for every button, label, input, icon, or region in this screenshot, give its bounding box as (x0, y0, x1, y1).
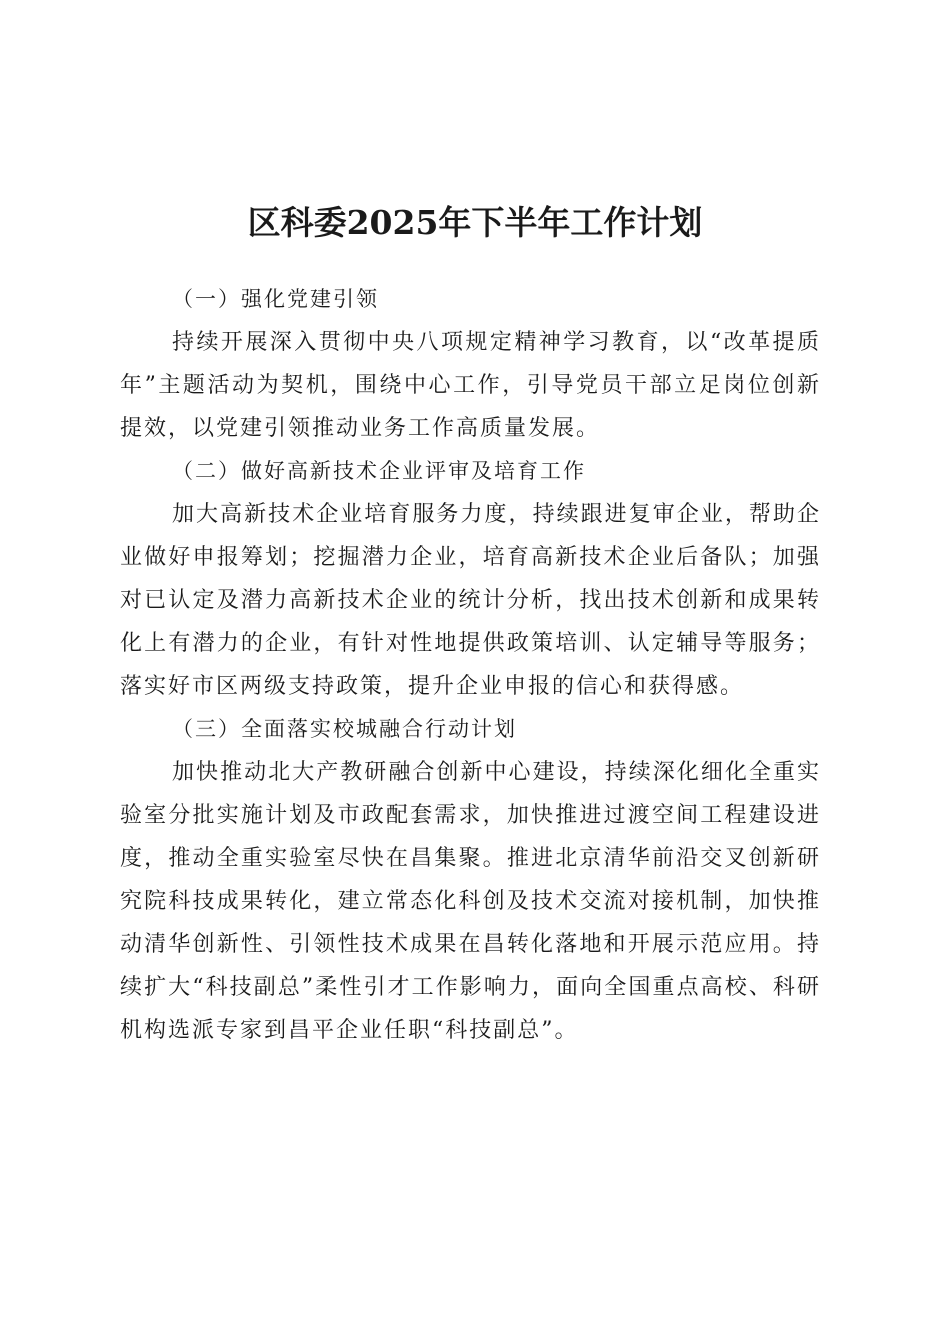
document-title: 区科委2025年下半年工作计划 (247, 203, 703, 243)
section-high-tech-enterprises (120, 450, 821, 708)
section-heading: （一）强化党建引领 (172, 287, 379, 311)
section-heading: （二）做好高新技术企业评审及培育工作 (172, 459, 586, 483)
section-heading: （三）全面落实校城融合行动计划 (172, 717, 517, 741)
section-paragraph: 加大高新技术企业培育服务力度，持续跟进复审企业，帮助企业做好申报筹划；挖掘潜力企业，培育高新技术企业后备队；加强对已认定及潜力高新技术企业的统计分析，找出技术创新和成果转化上有潜力的企业，有针对性地提供政策培训、认定辅导等服务；落实好市区两级支持政策，提升企业申报的信心和获得感。 (120, 502, 821, 699)
section-paragraph: 持续开展深入贯彻中央八项规定精神学习教育，以“改革提质年”主题活动为契机，围绕中心工作，引导党员干部立足岗位创新提效，以党建引领推动业务工作高质量发展。 (120, 330, 821, 441)
document-body (120, 278, 821, 1052)
section-paragraph: 加快推动北大产教研融合创新中心建设，持续深化细化全重实验室分批实施计划及市政配套需求，加快推进过渡空间工程建设进度，推动全重实验室尽快在昌集聚。推进北京清华前沿交叉创新研究院科技成果转化，建立常态化科创及技术交流对接机制，加快推动清华创新性、引领性技术成果在昌转化落地和开展示范应用。持续扩大“科技副总”柔性引才工作影响力，面向全国重点高校、科研机构选派专家到昌平企业任职“科技副总”。 (120, 760, 821, 1043)
section-school-city-integration (120, 708, 821, 1052)
section-party-building (120, 278, 821, 450)
